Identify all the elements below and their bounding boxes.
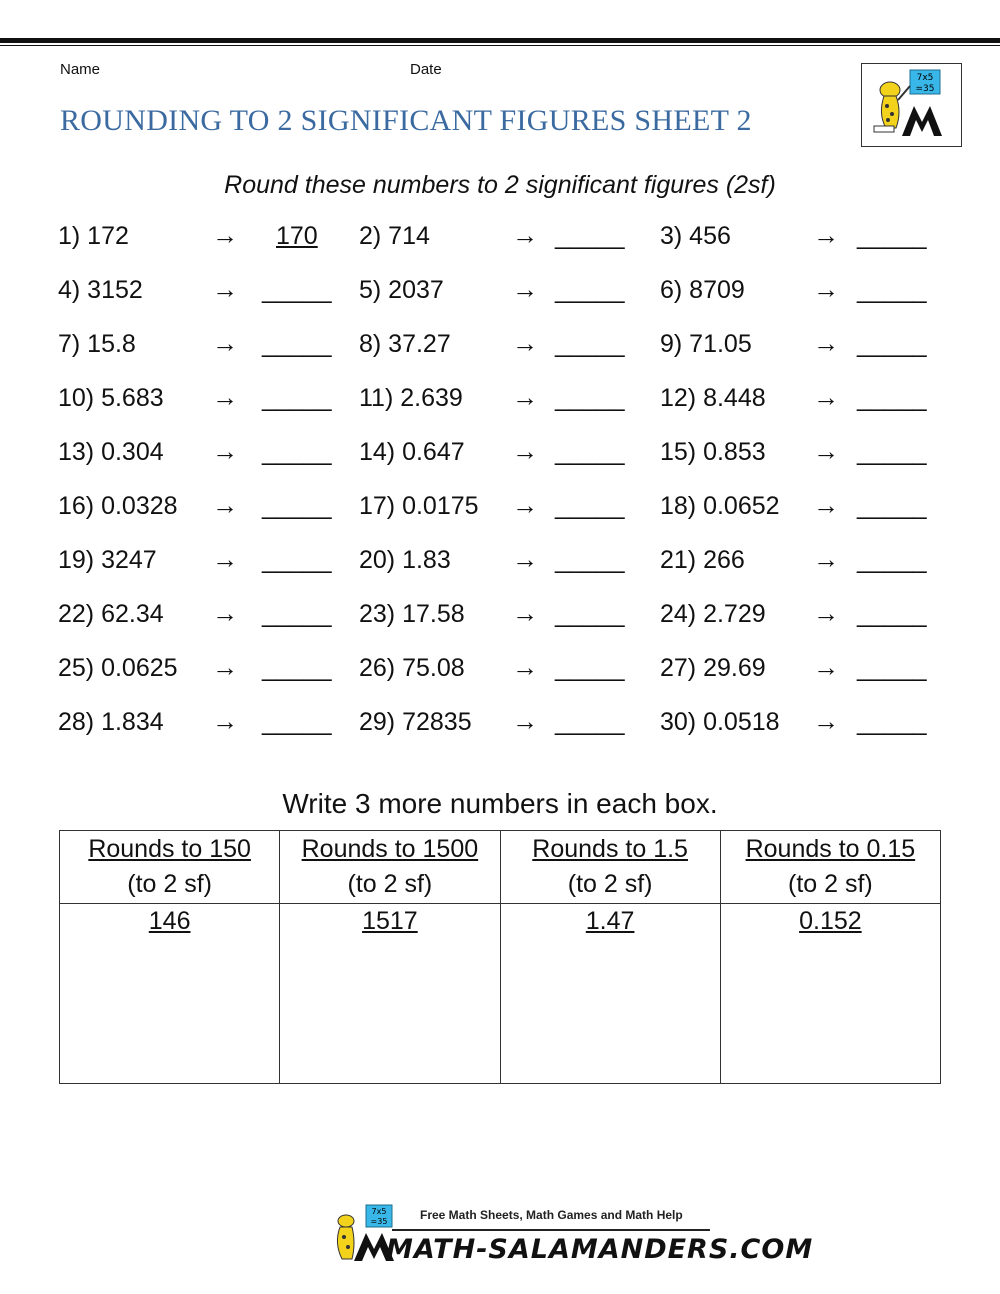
arrow-icon: → [512, 490, 538, 520]
question-label: 27) 29.69 [660, 654, 766, 682]
footer-brand: MATH-SALAMANDERS.COM [386, 1234, 814, 1265]
answer-blank[interactable]: _____ [262, 276, 332, 304]
arrow-icon: → [512, 706, 538, 736]
box-cell[interactable] [720, 904, 940, 1084]
question-row [0, 222, 1000, 276]
arrow-icon: → [813, 706, 839, 736]
question-label: 23) 17.58 [359, 600, 465, 628]
arrow-icon: → [212, 328, 238, 358]
question-label: 5) 2037 [359, 276, 444, 304]
box-example: 0.152 [799, 907, 862, 935]
footer-logo-text-2: =35 [370, 1217, 388, 1226]
answer-blank[interactable]: _____ [555, 546, 625, 574]
box-subheading: (to 2 sf) [788, 870, 873, 898]
box-header [280, 831, 500, 904]
box-cell[interactable] [500, 904, 720, 1084]
answer-blank[interactable]: _____ [262, 384, 332, 412]
date-label: Date [410, 61, 442, 78]
answer-blank[interactable]: _____ [857, 654, 927, 682]
salamander-logo [861, 63, 962, 147]
question-label: 6) 8709 [660, 276, 745, 304]
answer-blank[interactable]: _____ [857, 546, 927, 574]
question-label: 11) 2.639 [359, 384, 463, 412]
arrow-icon: → [212, 274, 238, 304]
question-label: 28) 1.834 [58, 708, 164, 736]
arrow-icon: → [813, 490, 839, 520]
question-row [0, 384, 1000, 438]
arrow-icon: → [512, 436, 538, 466]
arrow-icon: → [212, 706, 238, 736]
arrow-icon: → [212, 220, 238, 250]
question-row [0, 708, 1000, 762]
box-heading: Rounds to 150 [88, 835, 251, 863]
arrow-icon: → [512, 220, 538, 250]
question-label: 21) 266 [660, 546, 745, 574]
answer-blank[interactable]: _____ [262, 492, 332, 520]
arrow-icon: → [212, 382, 238, 412]
arrow-icon: → [512, 544, 538, 574]
arrow-icon: → [813, 328, 839, 358]
arrow-icon: → [212, 490, 238, 520]
arrow-icon: → [212, 436, 238, 466]
rounding-boxes-table [59, 830, 941, 1084]
box-header [60, 831, 280, 904]
answer-blank[interactable]: _____ [857, 384, 927, 412]
answer-blank[interactable]: _____ [555, 276, 625, 304]
question-row [0, 546, 1000, 600]
question-label: 14) 0.647 [359, 438, 465, 466]
arrow-icon: → [512, 598, 538, 628]
answer-blank[interactable]: _____ [262, 600, 332, 628]
answer-blank[interactable]: _____ [857, 438, 927, 466]
question-label: 30) 0.0518 [660, 708, 780, 736]
top-rule [0, 38, 1000, 43]
footer-logo-text-1: 7x5 [371, 1207, 387, 1216]
arrow-icon: → [212, 598, 238, 628]
answer-blank[interactable]: _____ [262, 708, 332, 736]
arrow-icon: → [512, 274, 538, 304]
arrow-icon: → [813, 544, 839, 574]
box-heading: Rounds to 1500 [301, 835, 479, 863]
question-label: 9) 71.05 [660, 330, 752, 358]
answer-blank[interactable]: _____ [555, 708, 625, 736]
arrow-icon: → [813, 598, 839, 628]
question-label: 25) 0.0625 [58, 654, 178, 682]
logo-board-text-2: =35 [915, 84, 935, 94]
answer-blank[interactable]: _____ [262, 330, 332, 358]
answer-blank[interactable]: _____ [857, 330, 927, 358]
answer-blank[interactable]: _____ [555, 330, 625, 358]
question-label: 19) 3247 [58, 546, 157, 574]
arrow-icon: → [813, 652, 839, 682]
instructions: Round these numbers to 2 significant figures (2sf) [224, 171, 776, 199]
question-label: 16) 0.0328 [58, 492, 178, 520]
box-example: 1517 [362, 907, 418, 935]
answer-blank[interactable]: _____ [555, 600, 625, 628]
question-label: 20) 1.83 [359, 546, 451, 574]
box-heading: Rounds to 0.15 [745, 835, 916, 863]
box-header [720, 831, 940, 904]
question-label: 12) 8.448 [660, 384, 766, 412]
answer-blank[interactable]: _____ [857, 492, 927, 520]
question-label: 8) 37.27 [359, 330, 451, 358]
footer-tagline: Free Math Sheets, Math Games and Math Help [420, 1208, 683, 1222]
question-row [0, 330, 1000, 384]
question-row [0, 276, 1000, 330]
question-label: 10) 5.683 [58, 384, 164, 412]
answer-blank[interactable]: _____ [857, 276, 927, 304]
page-title: ROUNDING TO 2 SIGNIFICANT FIGURES SHEET 2 [60, 104, 752, 137]
arrow-icon: → [813, 382, 839, 412]
answer-blank[interactable]: _____ [857, 222, 927, 250]
answer-blank[interactable]: _____ [262, 438, 332, 466]
answer-blank[interactable]: _____ [555, 384, 625, 412]
answer-example: 170 [276, 222, 318, 250]
footer [326, 1203, 814, 1269]
answer-blank[interactable]: _____ [555, 438, 625, 466]
question-label: 24) 2.729 [660, 600, 766, 628]
salamander-logo-icon [862, 64, 961, 146]
question-label: 29) 72835 [359, 708, 472, 736]
question-row [0, 600, 1000, 654]
box-cell[interactable] [280, 904, 500, 1084]
question-row [0, 654, 1000, 708]
box-example: 146 [148, 907, 191, 935]
question-row [0, 438, 1000, 492]
question-label: 1) 172 [58, 222, 129, 250]
name-label: Name [60, 61, 101, 78]
box-subheading: (to 2 sf) [127, 870, 212, 898]
arrow-icon: → [212, 544, 238, 574]
box-heading: Rounds to 1.5 [532, 835, 688, 863]
question-label: 13) 0.304 [58, 438, 164, 466]
arrow-icon: → [813, 220, 839, 250]
box-subheading: (to 2 sf) [347, 870, 433, 898]
answer-blank[interactable]: _____ [555, 222, 625, 250]
answer-blank[interactable]: _____ [555, 492, 625, 520]
answer-blank[interactable]: _____ [555, 654, 625, 682]
question-label: 26) 75.08 [359, 654, 465, 682]
question-label: 4) 3152 [58, 276, 143, 304]
question-row [0, 492, 1000, 546]
arrow-icon: → [813, 274, 839, 304]
logo-board-text-1: 7x5 [916, 73, 934, 83]
question-label: 17) 0.0175 [359, 492, 479, 520]
box-subheading: (to 2 sf) [567, 870, 653, 898]
footer-divider [392, 1229, 710, 1231]
question-label: 18) 0.0652 [660, 492, 780, 520]
boxes-title: Write 3 more numbers in each box. [282, 788, 718, 819]
question-label: 7) 15.8 [58, 330, 136, 358]
question-label: 22) 62.34 [58, 600, 164, 628]
question-label: 3) 456 [660, 222, 731, 250]
arrow-icon: → [512, 328, 538, 358]
question-label: 15) 0.853 [660, 438, 766, 466]
top-rule-thin [0, 45, 1000, 46]
arrow-icon: → [212, 652, 238, 682]
question-label: 2) 714 [359, 222, 430, 250]
arrow-icon: → [512, 382, 538, 412]
answer-blank[interactable]: _____ [857, 600, 927, 628]
box-header [500, 831, 720, 904]
question-grid [0, 222, 1000, 762]
answer-blank[interactable]: _____ [262, 654, 332, 682]
arrow-icon: → [512, 652, 538, 682]
box-example: 1.47 [585, 907, 635, 935]
answer-blank[interactable]: _____ [262, 546, 332, 574]
arrow-icon: → [813, 436, 839, 466]
answer-blank[interactable]: _____ [857, 708, 927, 736]
box-cell[interactable] [60, 904, 280, 1084]
